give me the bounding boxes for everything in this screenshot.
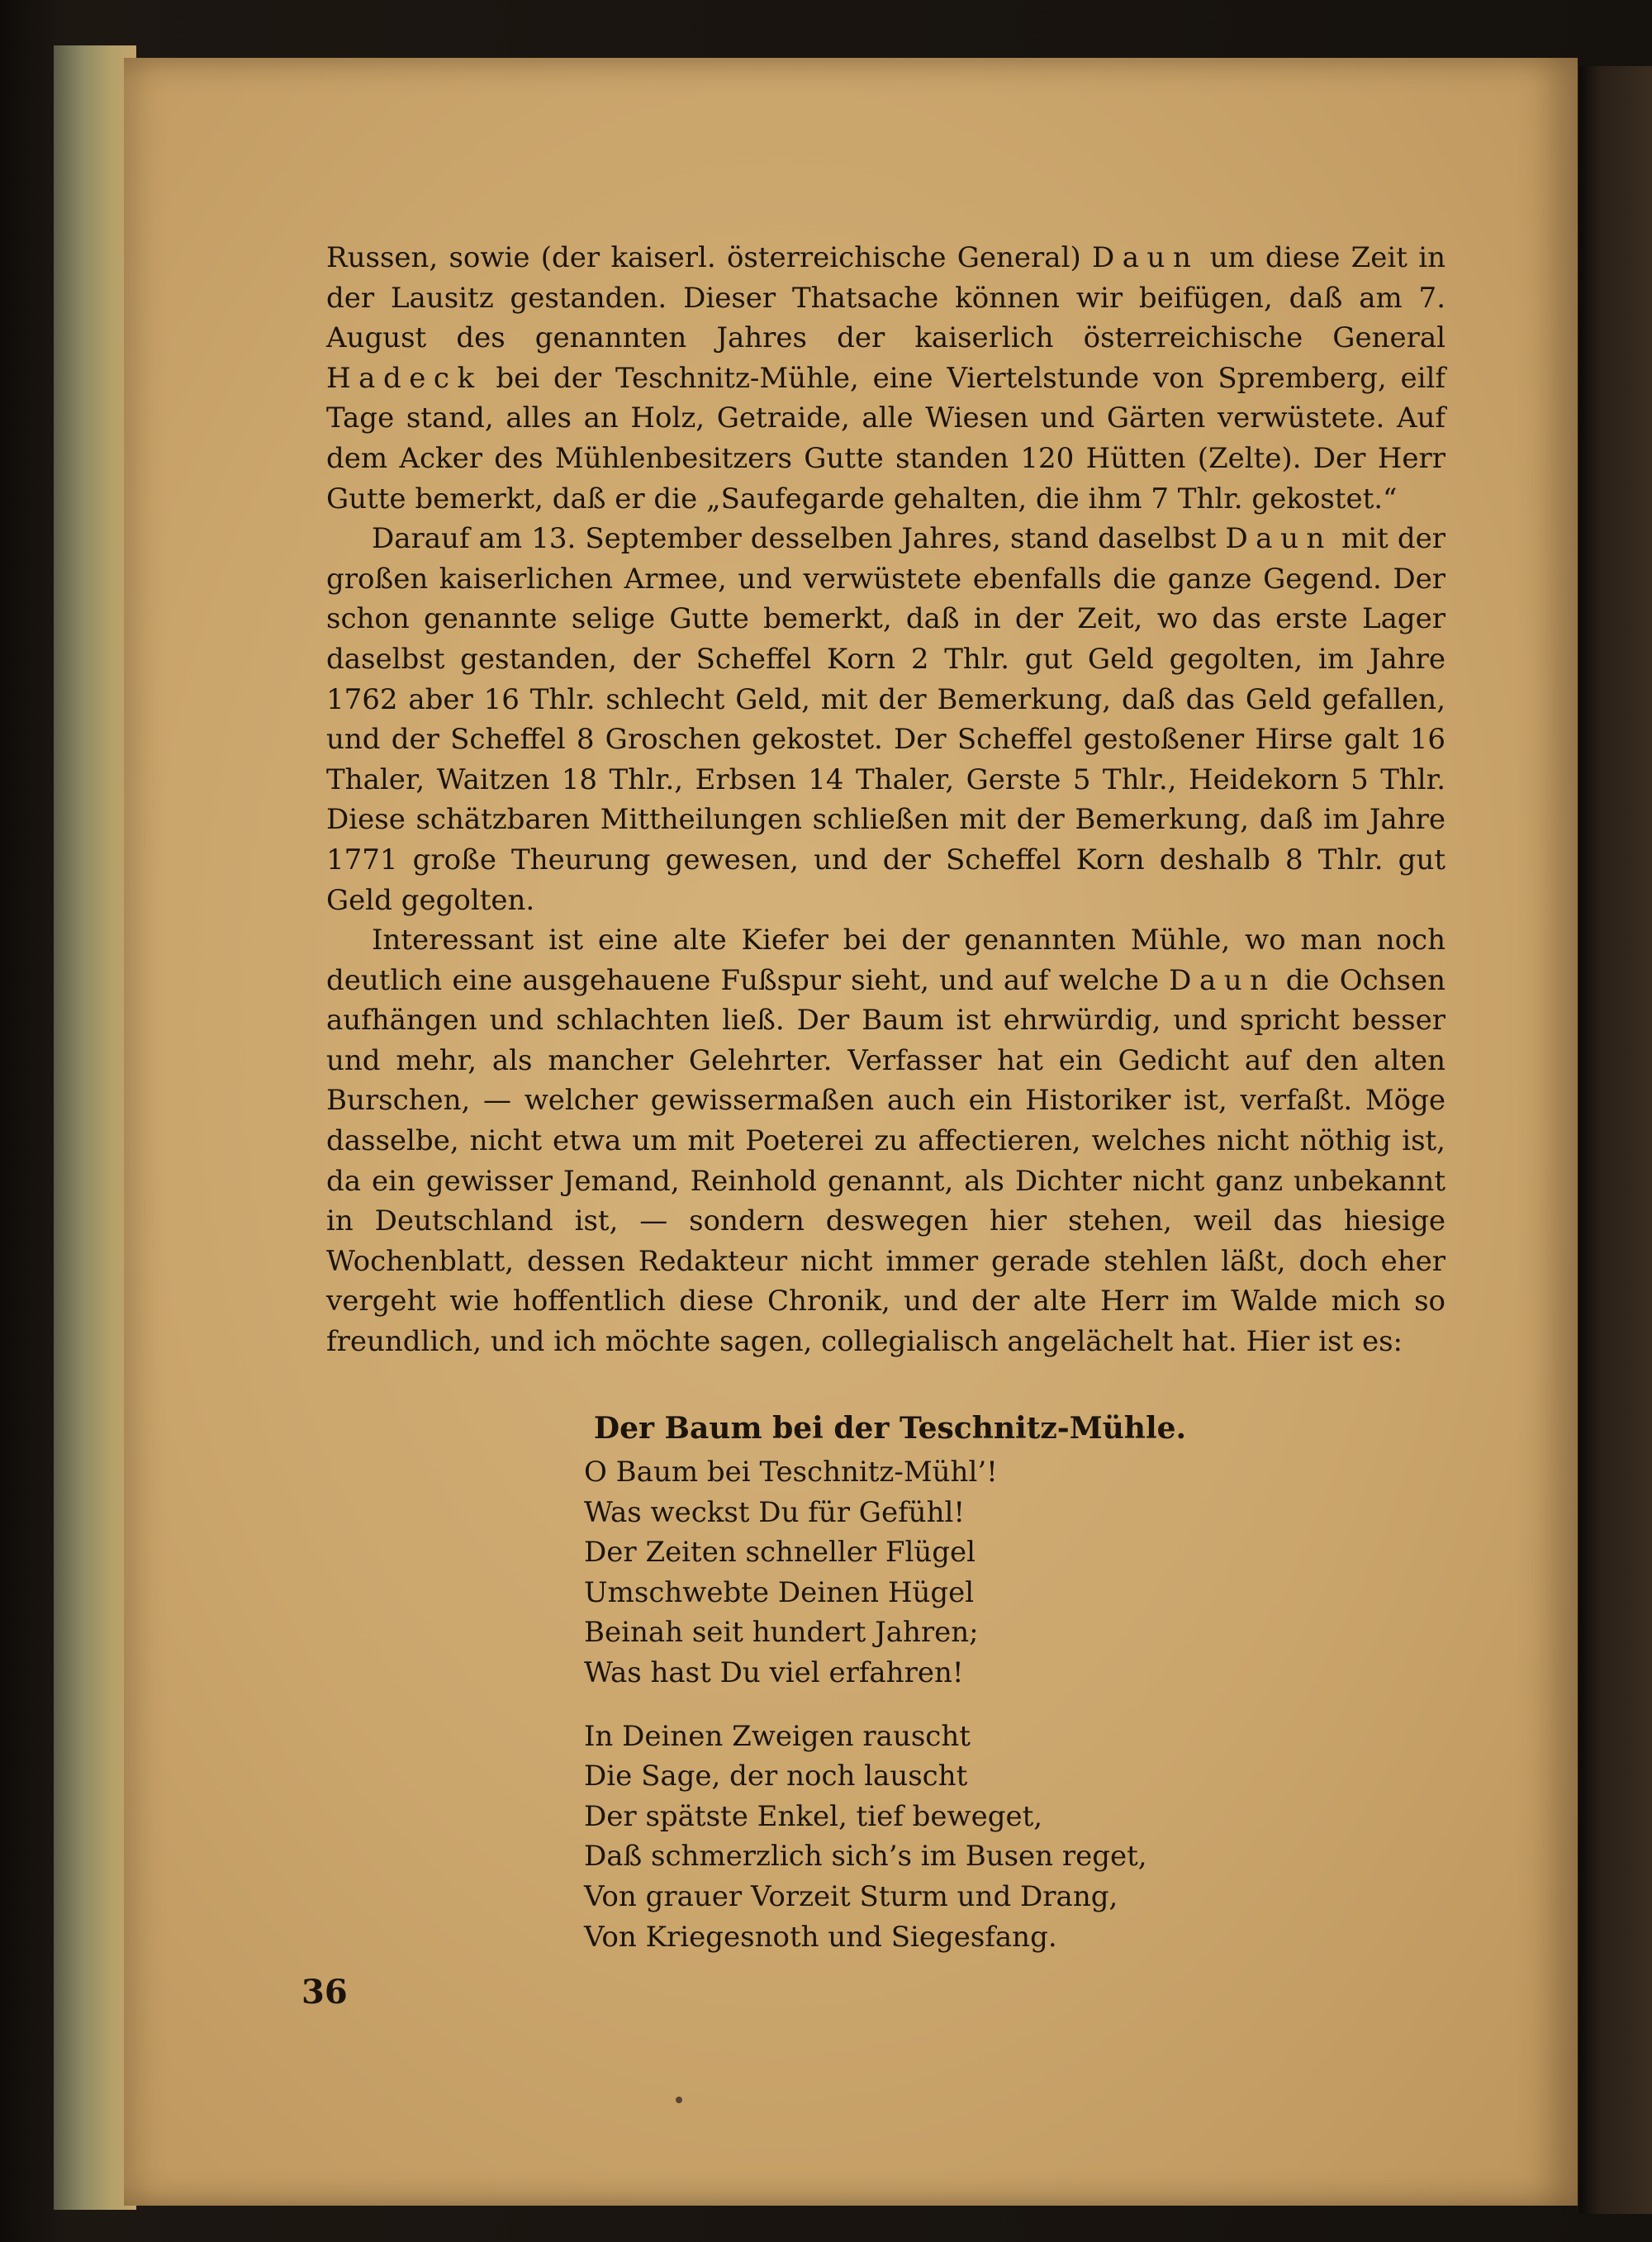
page-number: 36 [301,1973,348,2012]
poem-line: Von grauer Vorzeit Sturm und Drang, [584,1879,1118,1913]
paragraph-3: Interessant ist eine alte Kiefer bei der genannten Mühle, wo man noch deutlich eine ausgehauene Fußspur sieht, und auf welche Daun die Ochsen aufhängen und schlachten ließ. Der Baum ist ehrwürdig, und spricht besser und mehr, als mancher Gelehrter. Verfasser hat ein Gedicht auf den alten Burschen, — welcher gewissermaßen auch ein Historiker ist, verfaßt. Möge dasselbe, nicht etwa um mit Poeterei zu affectieren, welches nicht nöthig ist, da ein gewisser Jemand, Reinhold genannt, als Dichter nicht ganz unbekannt in Deutschland ist, — sondern deswegen hier stehen, weil das hiesige Wochenblatt, dessen Redakteur nicht immer gerade stehlen läßt, doch eher vergeht wie hoffentlich diese Chronik, und der alte Herr im Walde mich so freundlich, und ich möchte sagen, collegialisch angelächelt hat. Hier ist es: [326,924,1446,1359]
poem-line: Was hast Du viel erfahren! [584,1655,964,1689]
ink-dot [676,2097,682,2103]
spaced-name: Hadeck [326,361,482,395]
spaced-name: Daun [1091,241,1199,274]
poem-line: O Baum bei Teschnitz-Mühl’! [584,1456,998,1489]
poem-line: Daß schmerzlich sich’s im Busen reget, [584,1840,1147,1874]
poem-title: Der Baum bei der Teschnitz-Mühle. [593,1411,1187,1446]
poem-line: Von Kriegesnoth und Siegesfang. [584,1920,1057,1954]
poem-line: Der spätste Enkel, tief beweget, [584,1799,1043,1833]
poem [326,1408,1446,1957]
poem-line: Der Zeiten schneller Flügel [584,1536,976,1570]
body-text [326,238,1446,1362]
paragraph-1: Russen, sowie (der kaiserl. österreichische General) Daun um diese Zeit in der Lausitz gestanden. Dieser Thatsache können wir beifügen, daß am 7. August des genannten Jahres der kaiserlich österreichische General Hadeck bei der Teschnitz-Mühle, eine Viertelstunde von Spremberg, eilf Tage stand, alles an Holz, Getraide, alle Wiesen und Gärten verwüstete. Auf dem Acker des Mühlenbesitzers Gutte standen 120 Hütten (Zelte). Der Herr Gutte bemerkt, daß er die „Saufegarde gehalten, die ihm 7 Thlr. gekostet.“ [326,241,1446,515]
poem-line: In Deinen Zweigen rauscht [584,1719,971,1753]
poem-line: Was weckst Du für Gefühl! [584,1495,966,1529]
poem-stanza-2 [584,1717,1446,1958]
spaced-name: Daun [1225,522,1332,556]
poem-line: Beinah seit hundert Jahren; [584,1616,979,1650]
poem-stanza-1 [584,1452,1446,1693]
facing-page-edge [1579,66,1652,2214]
spaced-name: Daun [1169,963,1276,997]
poem-line: Die Sage, der noch lauscht [584,1760,968,1793]
poem-line: Umschwebte Deinen Hügel [584,1575,975,1609]
paragraph-2: Darauf am 13. September desselben Jahres, stand daselbst Daun mit der großen kaiserlichen Armee, und verwüstete ebenfalls die ganze Gegend. Der schon genannte selige Gutte bemerkt, daß in der Zeit, wo das erste Lager daselbst gestanden, der Scheffel Korn 2 Thlr. gut Geld gegolten, im Jahre 1762 aber 16 Thlr. schlecht Geld, mit der Bemerkung, daß das Geld gefallen, und der Scheffel 8 Groschen gekostet. Der Scheffel gestoßener Hirse galt 16 Thaler, Waitzen 18 Thlr., Erbsen 14 Thaler, Gerste 5 Thlr., Heidekorn 5 Thlr. Diese schätzbaren Mittheilungen schließen mit der Bemerkung, daß im Jahre 1771 große Theurung gewesen, und der Scheffel Korn deshalb 8 Thlr. gut Geld gegolten. [326,522,1446,917]
